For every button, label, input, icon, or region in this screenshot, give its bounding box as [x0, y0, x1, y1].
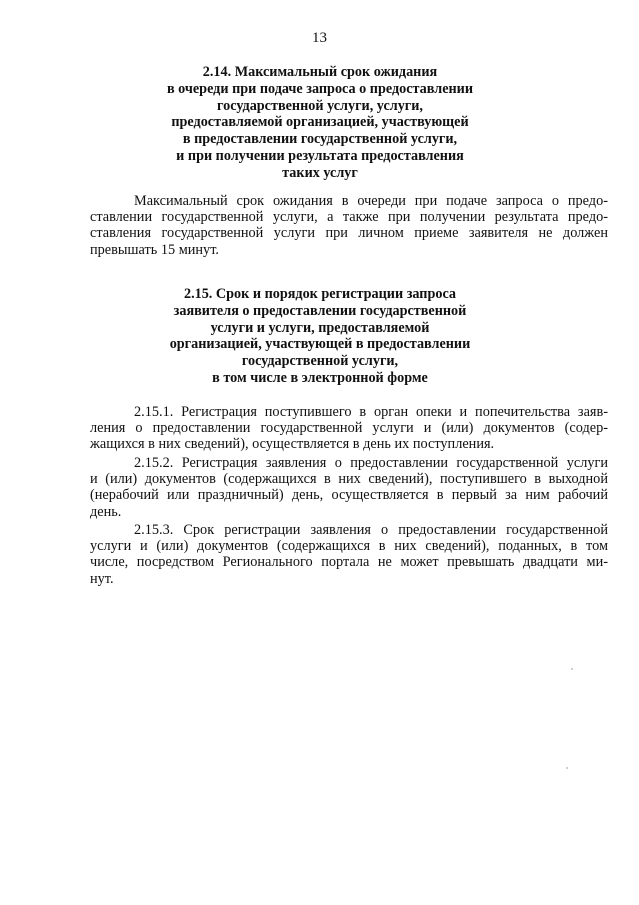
heading-line: предоставляемой организацией, участвующей — [171, 114, 469, 131]
heading-line: таких услуг — [282, 164, 358, 181]
paragraph-line: ставления государственной услуги при личном приеме заявителя не должен — [90, 225, 608, 242]
heading-line: в том числе в электронной форме — [212, 369, 428, 386]
paragraph-line: превышать 15 минут. — [90, 241, 219, 258]
paragraph-line: Максимальный срок ожидания в очереди при подаче запроса о предо- — [134, 193, 608, 209]
heading-line: и при получении результата предоставления — [176, 147, 464, 164]
paragraph-line: ления о предоставлении государственной услуги и (или) документов (содер- — [90, 420, 608, 437]
section-2-14-paragraph — [90, 193, 608, 258]
heading-line: организацией, участвующей в предоставлении — [169, 336, 471, 353]
heading-line: в очереди при подаче запроса о предоставлении — [166, 80, 474, 97]
paragraph-line: день. — [90, 503, 122, 520]
paragraph-line: (нерабочий или праздничный) день, осуществляется в первый за ним рабочий — [90, 487, 608, 504]
paragraph-line: жащихся в них сведений), осуществляется в день их поступления. — [90, 436, 495, 453]
paragraph-line: нут. — [90, 570, 114, 587]
paragraph-line: 2.15.3. Срок регистрации заявления о предоставлении государственной — [134, 522, 608, 538]
paragraph-2-15-3 — [90, 522, 608, 587]
heading-line: 2.15. Срок и порядок регистрации запроса — [183, 286, 457, 302]
paragraph-line: ставлении государственной услуги, а также при получении результата предо- — [90, 209, 608, 226]
page-number: 13 — [312, 30, 327, 46]
section-2-14-heading — [60, 64, 580, 182]
paragraph-line: услуги и (или) документов (содержащихся в них сведений), поданных, в том — [90, 538, 608, 555]
scan-speck — [566, 767, 568, 769]
heading-line: 2.14. Максимальный срок ожидания — [202, 64, 438, 80]
scan-speck — [571, 668, 573, 670]
section-2-15-heading — [60, 286, 580, 387]
paragraph-2-15-2 — [90, 455, 608, 520]
heading-line: заявителя о предоставлении государственной — [173, 302, 467, 319]
paragraph-line: числе, посредством Регионального портала не может превышать двадцати ми- — [90, 554, 608, 571]
paragraph-line: 2.15.1. Регистрация поступившего в орган опеки и попечительства заяв- — [134, 404, 608, 420]
heading-line: государственной услуги, услуги, — [217, 97, 423, 114]
heading-line: услуги и услуги, предоставляемой — [210, 319, 430, 336]
paragraph-line: и (или) документов (содержащихся в них сведений), поступившего в выходной — [90, 471, 608, 488]
paragraph-line: 2.15.2. Регистрация заявления о предоставлении государственной услуги — [134, 455, 608, 471]
paragraph-2-15-1 — [90, 404, 608, 453]
heading-line: государственной услуги, — [241, 353, 399, 370]
heading-line: в предоставлении государственной услуги, — [182, 131, 458, 148]
